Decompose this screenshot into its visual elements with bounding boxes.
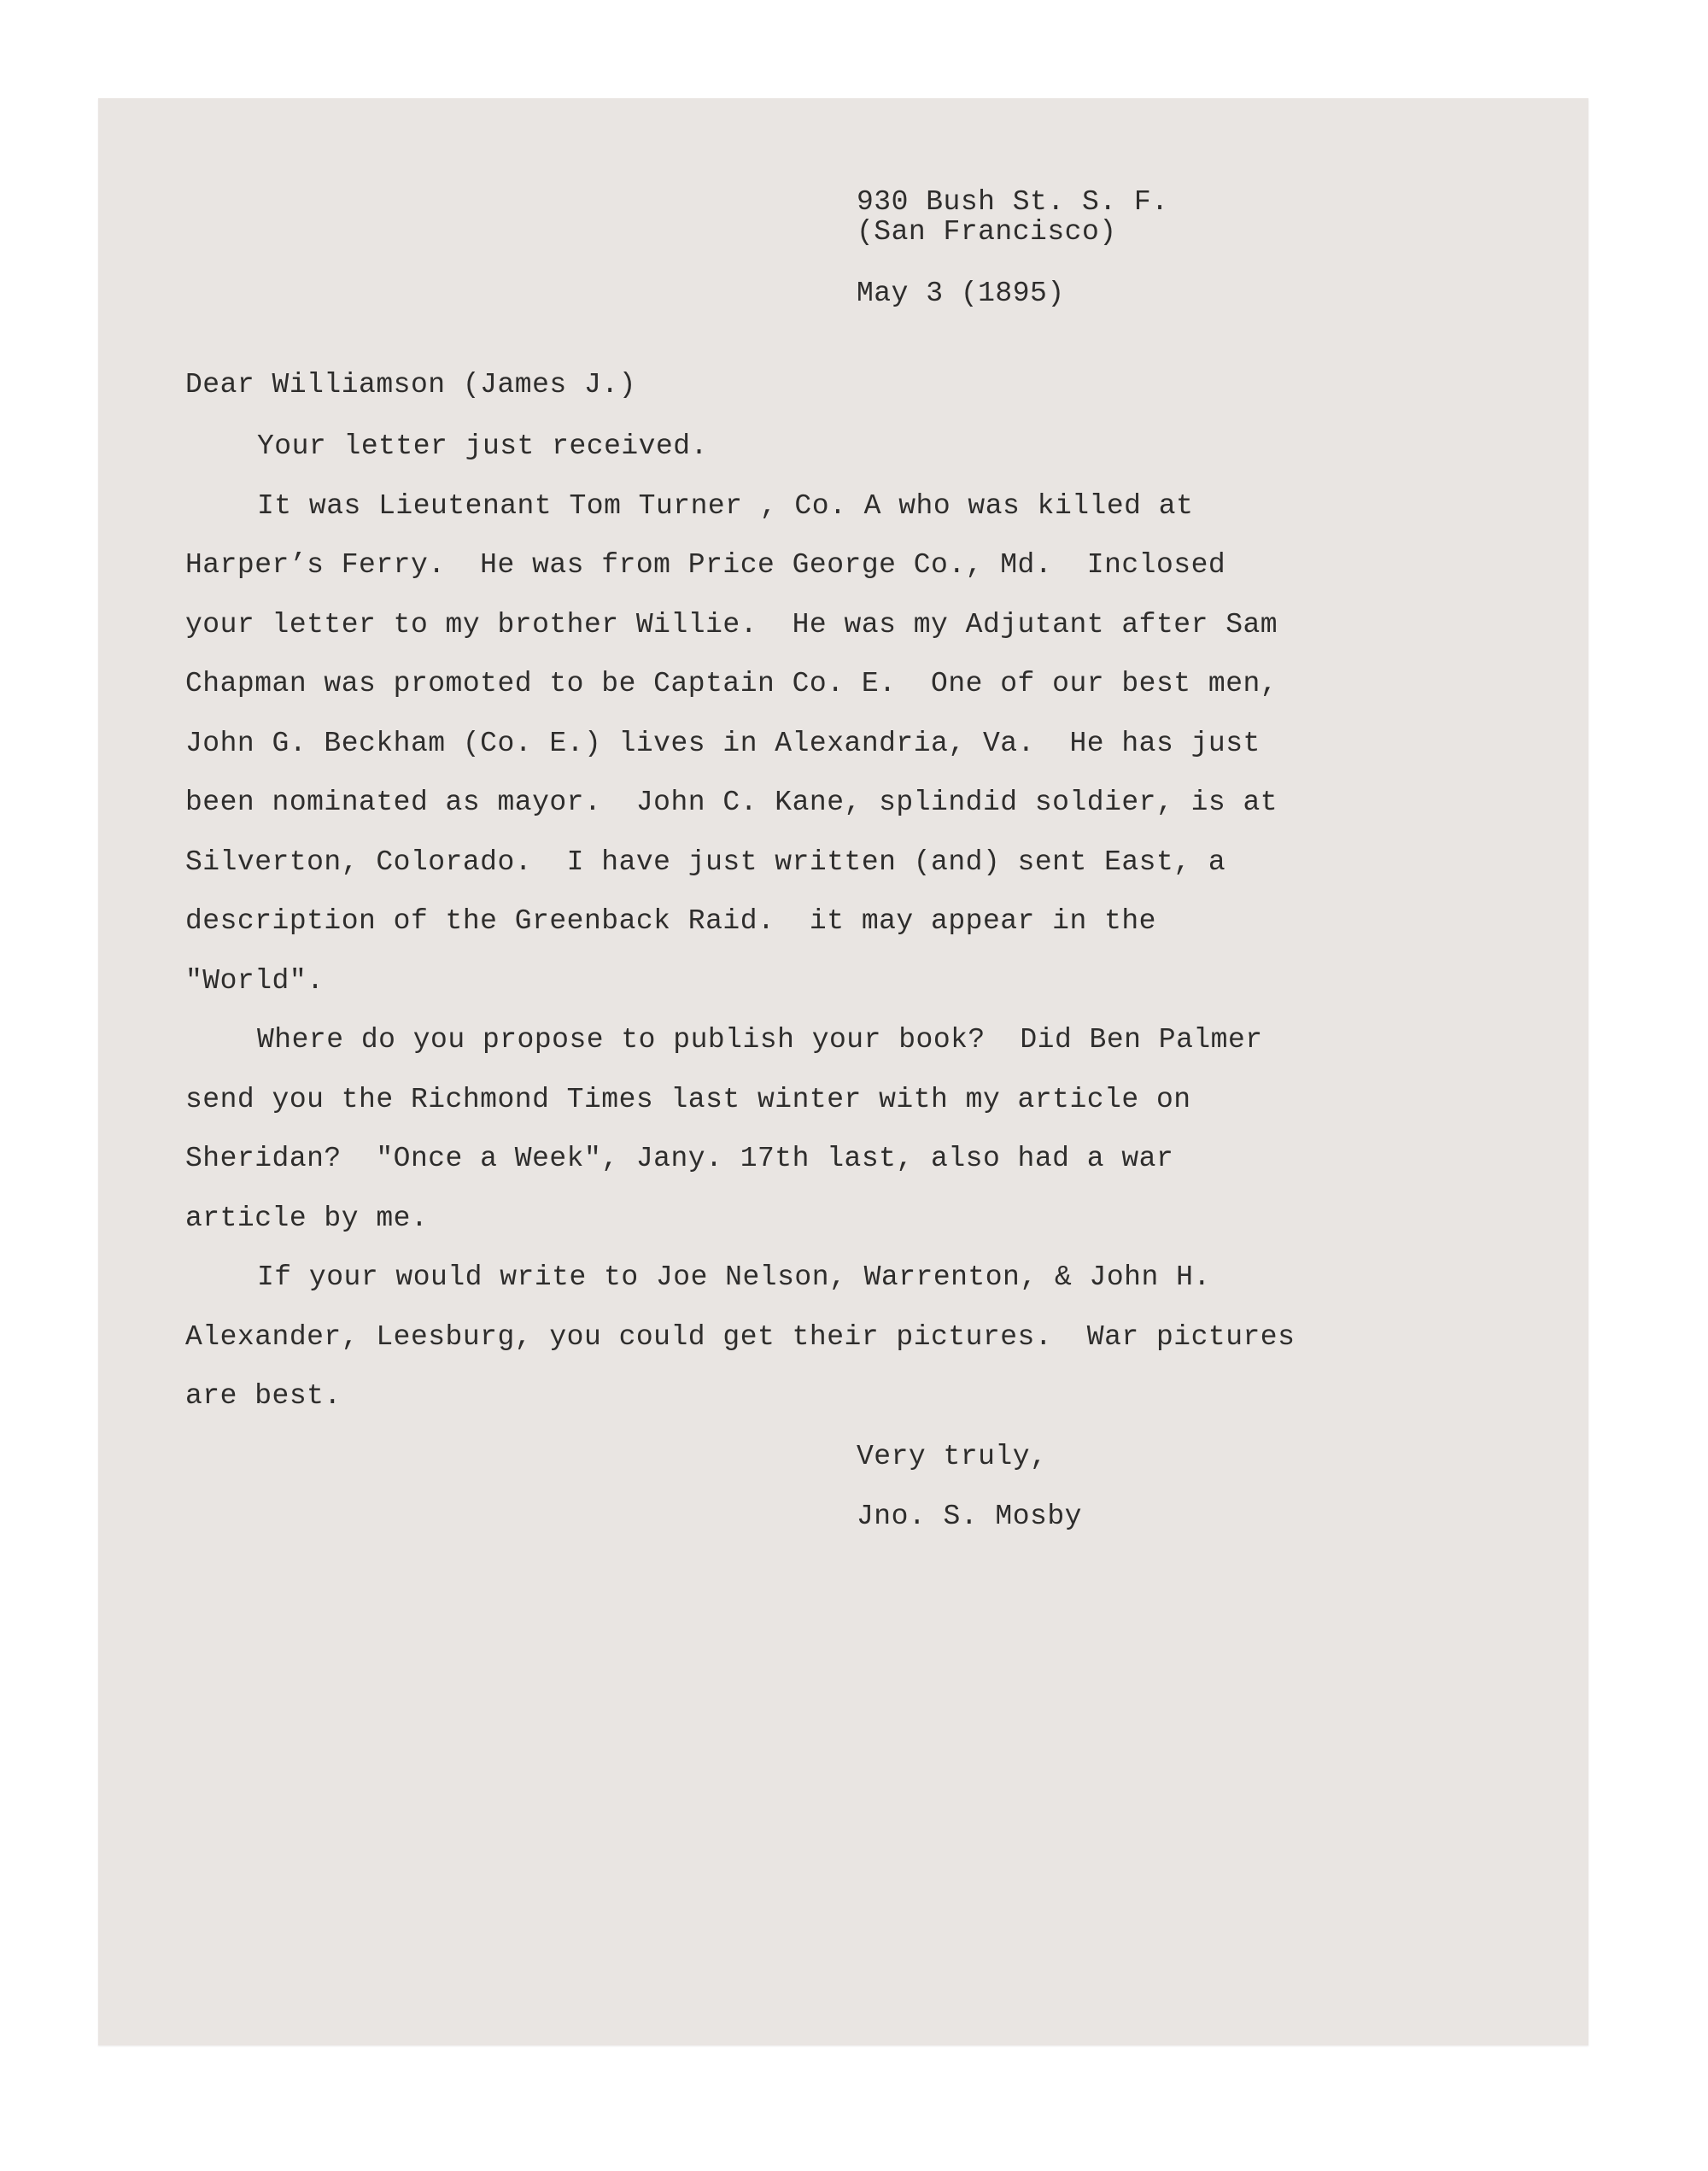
body-line: description of the Greenback Raid. it may appear in the	[185, 905, 1156, 937]
body-line: "World".	[185, 964, 325, 997]
body-line: Harper’s Ferry. He was from Price George Co., Md. Inclosed	[185, 549, 1226, 581]
closing: Very truly,	[857, 1441, 1048, 1472]
body-line: Silverton, Colorado. I have just written (and) sent East, a	[185, 846, 1226, 878]
body-line: Alexander, Leesburg, you could get their pictures. War pictures	[185, 1320, 1296, 1353]
body-line: are best.	[185, 1380, 342, 1412]
address-line-2: (San Francisco)	[857, 216, 1117, 248]
body-line: send you the Richmond Times last winter with my article on	[185, 1083, 1191, 1115]
body-line: article by me.	[185, 1202, 429, 1234]
letter-date: May 3 (1895)	[857, 278, 1065, 309]
body-line: It was Lieutenant Tom Turner , Co. A who was killed at	[257, 489, 1194, 522]
letter-body	[185, 417, 1295, 1426]
body-line: Where do you propose to publish your book? Did Ben Palmer	[257, 1024, 1263, 1056]
salutation: Dear Williamson (James J.)	[185, 369, 636, 401]
address-line-1: 930 Bush St. S. F.	[857, 186, 1169, 218]
body-line: If your would write to Joe Nelson, Warrenton, & John H.	[257, 1261, 1211, 1293]
body-line: Chapman was promoted to be Captain Co. E. One of our best men,	[185, 668, 1278, 699]
signature: Jno. S. Mosby	[857, 1501, 1082, 1532]
body-line: Your letter just received.	[257, 430, 708, 462]
body-line: Sheridan? "Once a Week", Jany. 17th last, also had a war	[185, 1143, 1174, 1174]
body-line: been nominated as mayor. John C. Kane, splindid soldier, is at	[185, 787, 1278, 818]
body-line: your letter to my brother Willie. He was my Adjutant after Sam	[185, 608, 1278, 641]
body-line: John G. Beckham (Co. E.) lives in Alexandria, Va. He has just	[185, 727, 1261, 759]
